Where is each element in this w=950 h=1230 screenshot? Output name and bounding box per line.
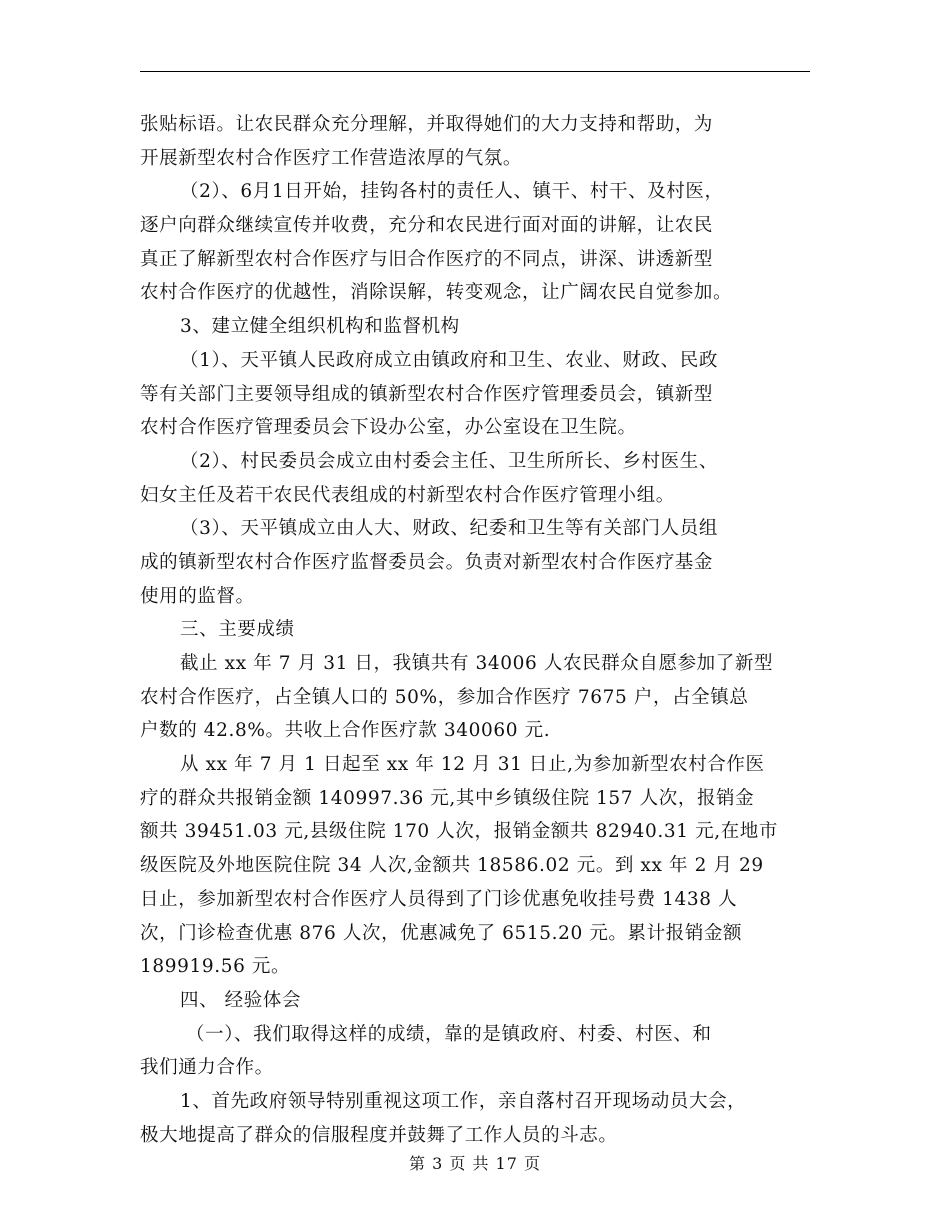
paragraph-line: 截止 xx 年 7 月 31 日，我镇共有 34006 人农民群众自愿参加了新型 xyxy=(180,653,774,674)
paragraph-line: 从 xx 年 7 月 1 日起至 xx 年 12 月 31 日止,为参加新型农村合作医 xyxy=(180,754,765,776)
paragraph-line: 1、首先政府领导特别重视这项工作，亲自落村召开现场动员大会， xyxy=(180,1090,747,1112)
page-number-label: 第 3 页 共 17 页 xyxy=(409,1154,541,1173)
document-body xyxy=(140,108,815,1152)
paragraph-line: （2）、6月1日开始，挂钩各村的责任人、镇干、村干、及村医， xyxy=(180,181,724,203)
paragraph-line: 等有关部门主要领导组成的镇新型农村合作医疗管理委员会，镇新型 xyxy=(140,383,714,405)
paragraph-line: 189919.56 元。 xyxy=(140,956,291,978)
paragraph-line: 户数的 42.8%。共收上合作医疗款 340060 元. xyxy=(140,720,551,742)
paragraph-line: 次，门诊检查优惠 876 人次，优惠减免了 6515.20 元。累计报销金额 xyxy=(140,922,743,944)
paragraph-line: 张贴标语。让农民群众充分理解，并取得她们的大力支持和帮助，为 xyxy=(140,114,714,135)
section-heading: 3、建立健全组织机构和监督机构 xyxy=(180,316,460,338)
paragraph-line: 农村合作医疗的优越性，消除误解，转变观念，让广阔农民自觉参加。 xyxy=(140,282,733,304)
paragraph-line: 农村合作医疗管理委员会下设办公室，办公室设在卫生院。 xyxy=(140,417,637,439)
paragraph-line: 极大地提高了群众的信服程度并鼓舞了工作人员的斗志。 xyxy=(140,1124,618,1146)
paragraph-line: 级医院及外地医院住院 34 人次,金额共 18586.02 元。到 xx 年 2 月 29 xyxy=(140,855,764,877)
paragraph-line: 农村合作医疗，占全镇人口的 50%，参加合作医疗 7675 户，占全镇总 xyxy=(140,686,749,708)
section-heading: 四、 经验体会 xyxy=(180,989,302,1011)
section-heading: 三、主要成绩 xyxy=(180,619,295,641)
paragraph-line: 我们通力合作。 xyxy=(140,1057,274,1079)
paragraph-line: （2）、村民委员会成立由村委会主任、卫生所所长、乡村医生、 xyxy=(180,450,718,472)
paragraph-line: （1）、天平镇人民政府成立由镇政府和卫生、农业、财政、民政 xyxy=(180,349,718,371)
paragraph-line: 真正了解新型农村合作医疗与旧合作医疗的不同点，讲深、讲透新型 xyxy=(140,248,714,270)
paragraph-line: 开展新型农村合作医疗工作营造浓厚的气氛。 xyxy=(140,147,523,169)
header-rule xyxy=(140,71,810,72)
paragraph-line: （3）、天平镇成立由人大、财政、纪委和卫生等有关部门人员组 xyxy=(180,518,718,540)
paragraph-line: 额共 39451.03 元,县级住院 170 人次，报销金额共 82940.31 元,在地市 xyxy=(140,821,779,843)
page-footer xyxy=(0,1152,950,1176)
paragraph-line: （一）、我们取得这样的成绩，靠的是镇政府、村委、村医、和 xyxy=(186,1023,712,1045)
paragraph-line: 妇女主任及若干农民代表组成的村新型农村合作医疗管理小组。 xyxy=(140,484,675,506)
paragraph-line: 疗的群众共报销金额 140997.36 元,其中乡镇级住院 157 人次，报销金 xyxy=(140,787,755,809)
paragraph-line: 使用的监督。 xyxy=(140,585,255,607)
paragraph-line: 逐户向群众继续宣传并收费，充分和农民进行面对面的讲解，让农民 xyxy=(140,215,714,237)
paragraph-line: 成的镇新型农村合作医疗监督委员会。负责对新型农村合作医疗基金 xyxy=(140,551,714,573)
paragraph-line: 日止，参加新型农村合作医疗人员得到了门诊优惠免收挂号费 1438 人 xyxy=(140,888,738,910)
